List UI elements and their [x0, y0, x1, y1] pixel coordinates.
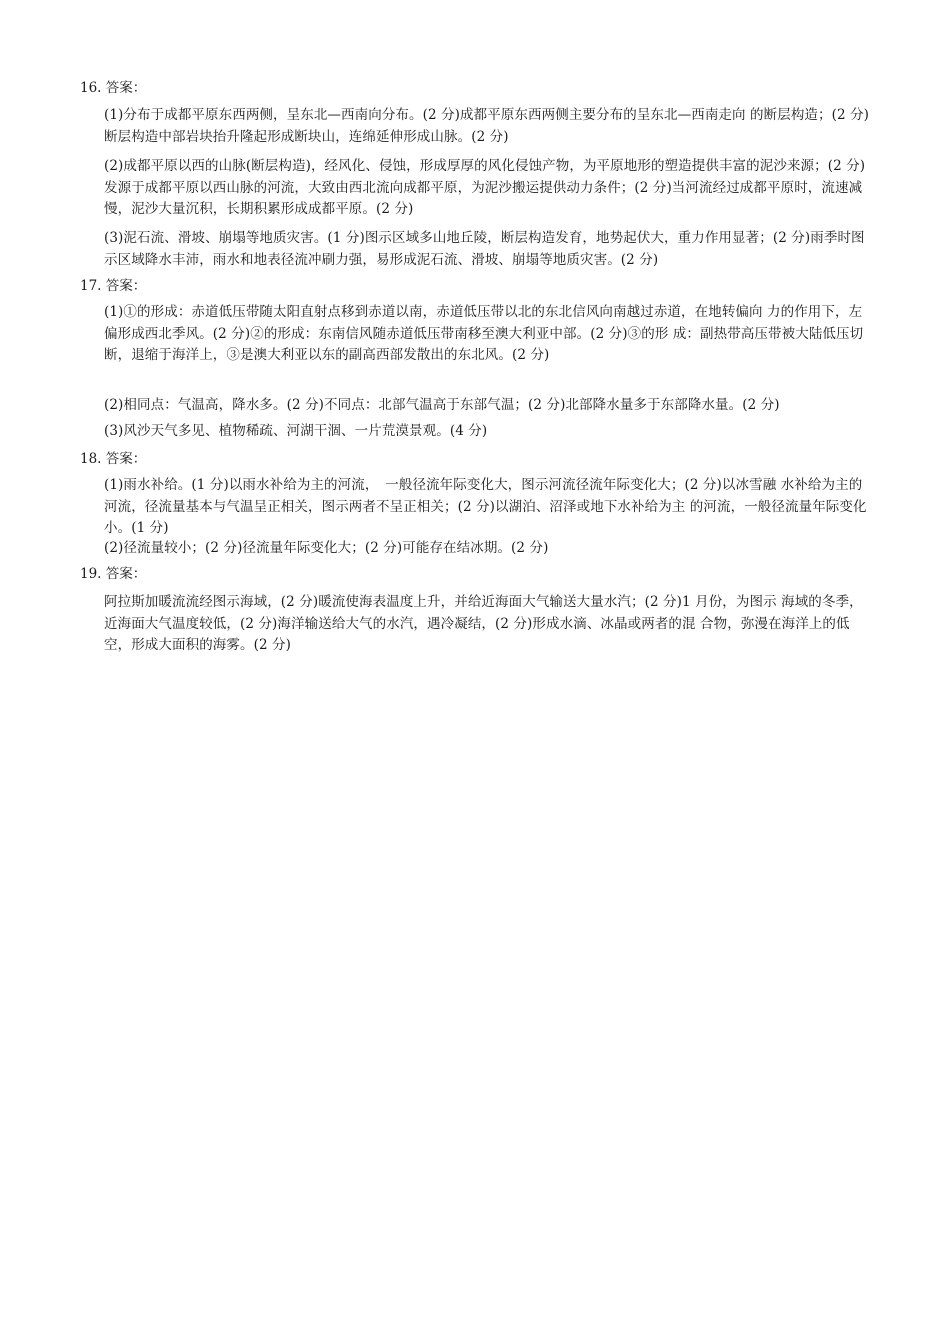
- question-17-part-1: (1)①的形成：赤道低压带随太阳直射点移到赤道以南，赤道低压带以北的东北信风向南越过赤道，在地转偏向 力的作用下，左偏形成西北季风。(2 分)②的形成：东南信风随赤道低压带南移至澳大利亚中部。(2 分)③的形 成：副热带高压带被大陆低压切断，退缩于海洋上，③是澳大利亚以东的副高西部发散出的东北风。(2 分): [104, 304, 864, 363]
- question-17-header: 17. 答案：: [80, 278, 147, 294]
- question-19-part-1: 阿拉斯加暖流流经图示海域，(2 分)暖流使海表温度上升，并给近海面大气输送大量水汽；(2 分)1 月份，为图示 海域的冬季，近海面大气温度较低，(2 分)海洋输送给大气的水汽，遇冷凝结，(2 分)形成水滴、冰晶或两者的混 合物，弥漫在海洋上的低空，形成大面积的海雾。(2 分): [104, 594, 863, 653]
- question-16-part-1: (1)分布于成都平原东西两侧，呈东北—西南向分布。(2 分)成都平原东西两侧主要分布的呈东北—西南走向 的断层构造；(2 分)断层构造中部岩块抬升隆起形成断块山，连绵延伸形成山脉。(2 分): [104, 107, 870, 145]
- question-16-header: 16. 答案：: [80, 80, 147, 96]
- question-17-part-2: (2)相同点：气温高，降水多。(2 分)不同点：北部气温高于东部气温；(2 分)北部降水量多于东部降水量。(2 分): [104, 397, 780, 413]
- question-18-part-1: (1)雨水补给。(1 分)以雨水补给为主的河流， 一般径流年际变化大，图示河流径流年际变化大；(2 分)以冰雪融 水补给为主的河流，径流量基本与气温呈正相关，图示两者不呈正相关；(2 分)以湖泊、沼泽或地下水补给为主 的河流，一般径流量年际变化小。(1 分): [104, 477, 867, 536]
- question-17-part-3: (3)风沙天气多见、植物稀疏、河湖干涸、一片荒漠景观。(4 分): [104, 423, 488, 439]
- question-18-header: 18. 答案：: [80, 451, 147, 467]
- question-19-header: 19. 答案：: [80, 566, 147, 582]
- question-16-part-2: (2)成都平原以西的山脉(断层构造)，经风化、侵蚀，形成厚厚的风化侵蚀产物，为平原地形的塑造提供丰富的泥沙来源；(2 分)发源于成都平原以西山脉的河流，大致由西北流向成都平原，为泥沙搬运提供动力条件；(2 分)当河流经过成都平原时，流速减慢，泥沙大量沉积，长期积累形成成都平原。(2 分): [104, 158, 866, 217]
- question-18-part-2: (2)径流量较小；(2 分)径流量年际变化大；(2 分)可能存在结冰期。(2 分): [104, 540, 549, 556]
- question-16-part-3: (3)泥石流、滑坡、崩塌等地质灾害。(1 分)图示区域多山地丘陵，断层构造发育，地势起伏大，重力作用显著；(2 分)雨季时图示区域降水丰沛，雨水和地表径流冲刷力强，易形成泥石流、滑坡、崩塌等地质灾害。(2 分): [104, 230, 865, 268]
